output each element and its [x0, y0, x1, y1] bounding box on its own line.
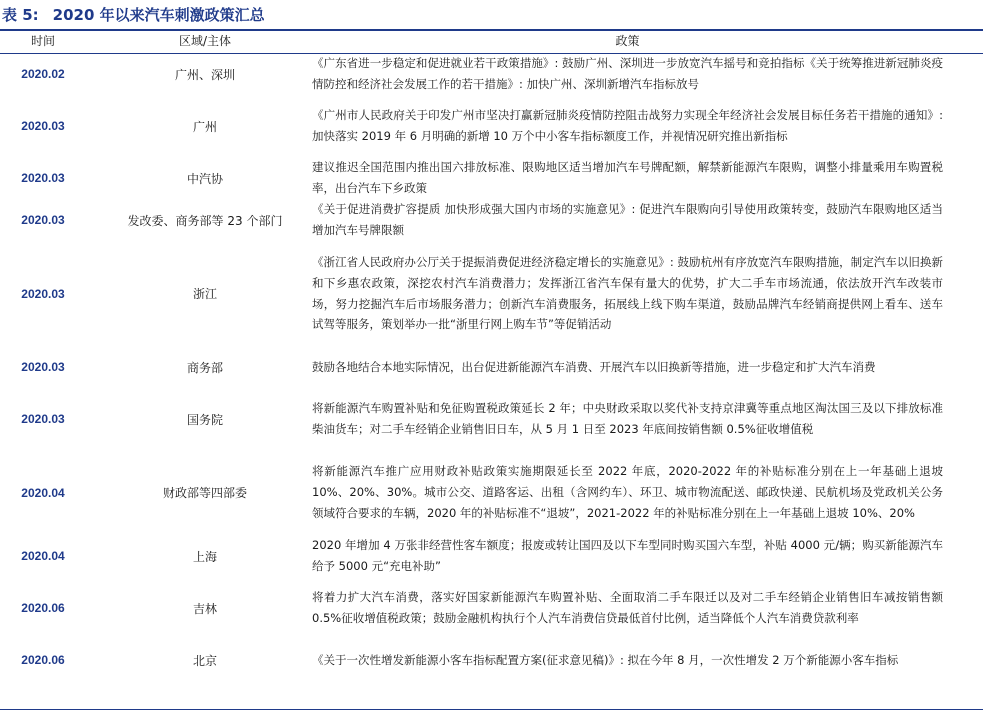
row-policy: 《关于促进消费扩容提质 加快形成强大国内市场的实施意见》: 促进汽车限购向引导使用政策转变，鼓励汽车限购地区适当增加汽车号牌限额 — [312, 202, 943, 237]
row-time: 2020.06 — [21, 601, 65, 615]
table-row — [0, 95, 983, 157]
table-row — [0, 577, 983, 639]
row-time: 2020.06 — [21, 653, 65, 667]
table-number: 表 5: — [2, 6, 39, 24]
table-row — [0, 157, 983, 199]
row-region: 浙江 — [192, 287, 217, 301]
row-region: 上海 — [192, 549, 217, 564]
row-time: 2020.03 — [21, 286, 65, 301]
row-time: 2020.02 — [21, 67, 65, 81]
row-time: 2020.03 — [21, 171, 65, 185]
row-region: 北京 — [192, 653, 217, 668]
table-title — [2, 3, 265, 27]
header-policy: 政策 — [615, 34, 640, 48]
row-region: 财政部等四部委 — [162, 486, 247, 500]
row-region: 吉林 — [192, 601, 217, 616]
row-time: 2020.03 — [21, 360, 65, 374]
row-time: 2020.03 — [21, 119, 65, 133]
row-time: 2020.03 — [21, 213, 65, 227]
table-bottom-rule — [0, 709, 983, 710]
row-policy: 鼓励各地结合本地实际情况，出台促进新能源汽车消费、开展汽车以旧换新等措施，进一步稳定和扩大汽车消费 — [312, 359, 876, 374]
row-policy: 《关于一次性增发新能源小客车指标配置方案(征求意见稿)》: 拟在今年 8 月，一次性增发 2 万个新能源小客车指标 — [312, 652, 899, 667]
row-region: 发改委、商务部等 23 个部门 — [127, 213, 283, 228]
header-time: 时间 — [30, 34, 55, 48]
table-row — [0, 388, 983, 450]
row-time: 2020.03 — [21, 412, 65, 426]
table-body — [0, 53, 983, 681]
table-row — [0, 450, 983, 535]
table-row — [0, 199, 983, 241]
row-policy: 《浙江省人民政府办公厅关于提振消费促进经济稳定增长的实施意见》: 鼓励杭州有序放宽汽车限购措施，制定汽车以旧换新和下乡惠农政策，深挖农村汽车消费潜力；发挥浙江省汽车保有量大的优势，扩大二手车市场流通，依法放开汽车改装市场，努力挖掘汽车后市场服务潜力；创新汽车消费服务，拓展线上线下购车渠道，鼓励品牌汽车经销商提供网上看车、送车试驾等服务，策划举办一批“浙里行网上购车节”等促销活动 — [312, 255, 943, 332]
row-time: 2020.04 — [21, 549, 65, 563]
row-policy: 建议推迟全国范围内推出国六排放标准、限购地区适当增加汽车号牌配额，解禁新能源汽车限购，调整小排量乘用车购置税率，出台汽车下乡政策 — [312, 160, 943, 195]
row-region: 商务部 — [186, 360, 223, 375]
row-policy: 《广州市人民政府关于印发广州市坚决打赢新冠肺炎疫情防控阻击战努力实现全年经济社会发展目标任务若干措施的通知》: 加快落实 2019 年 6 月明确的新增 10 万个中小客车指标额度工作，并视情况研究推出新指标 — [312, 108, 943, 143]
row-region: 国务院 — [186, 412, 223, 427]
table-row — [0, 346, 983, 388]
row-policy: 将着力扩大汽车消费，落实好国家新能源汽车购置补贴、全面取消二手车限迁以及对二手车经销企业销售旧车减按销售额 0.5%征收增值税政策；鼓励金融机构执行个人汽车消费信贷最低首付比例，适当降低个人汽车消费贷款利率 — [312, 590, 943, 625]
row-policy: 2020 年增加 4 万张非经营性客车额度；报废或转让国四及以下车型同时购买国六车型，补贴 4000 元/辆；购买新能源汽车给予 5000 元“充电补助” — [312, 538, 943, 573]
row-region: 中汽协 — [186, 171, 223, 186]
table-title-text: 2020 年以来汽车刺激政策汇总 — [52, 6, 265, 24]
table-row — [0, 639, 983, 681]
row-policy: 《广东省进一步稳定和促进就业若干政策措施》: 鼓励广州、深圳进一步放宽汽车摇号和竞拍指标《关于统筹推进新冠肺炎疫情防控和经济社会发展工作的若干措施》: 加快广州、深圳新增汽车指标放号 — [312, 56, 943, 91]
table-header — [0, 29, 983, 54]
table-row — [0, 241, 983, 346]
header-region: 区域/主体 — [178, 34, 232, 48]
row-policy: 将新能源汽车推广应用财政补贴政策实施期限延长至 2022 年底，2020-2022 年的补贴标准分别在上一年基础上退坡 10%、20%、30%。城市公交、道路客运、出租（含网约车）、环卫、城市物流配送、邮政快递、民航机场及党政机关公务领域符合要求的车辆，2020 年的补贴标准不“退坡”，2021-2022 年的补贴标准分别在上一年基础上退坡 10%、20% — [312, 464, 943, 520]
row-policy: 将新能源汽车购置补贴和免征购置税政策延长 2 年；中央财政采取以奖代补支持京津冀等重点地区淘汰国三及以下排放标准柴油货车；对二手车经销企业销售旧日车，从 5 月 1 日至 2023 年底间按销售额 0.5%征收增值税 — [312, 401, 943, 436]
row-time: 2020.04 — [21, 485, 65, 500]
row-region: 广州 — [192, 119, 217, 134]
row-region: 广州、深圳 — [174, 67, 235, 82]
table-row — [0, 535, 983, 577]
table-row — [0, 53, 983, 95]
